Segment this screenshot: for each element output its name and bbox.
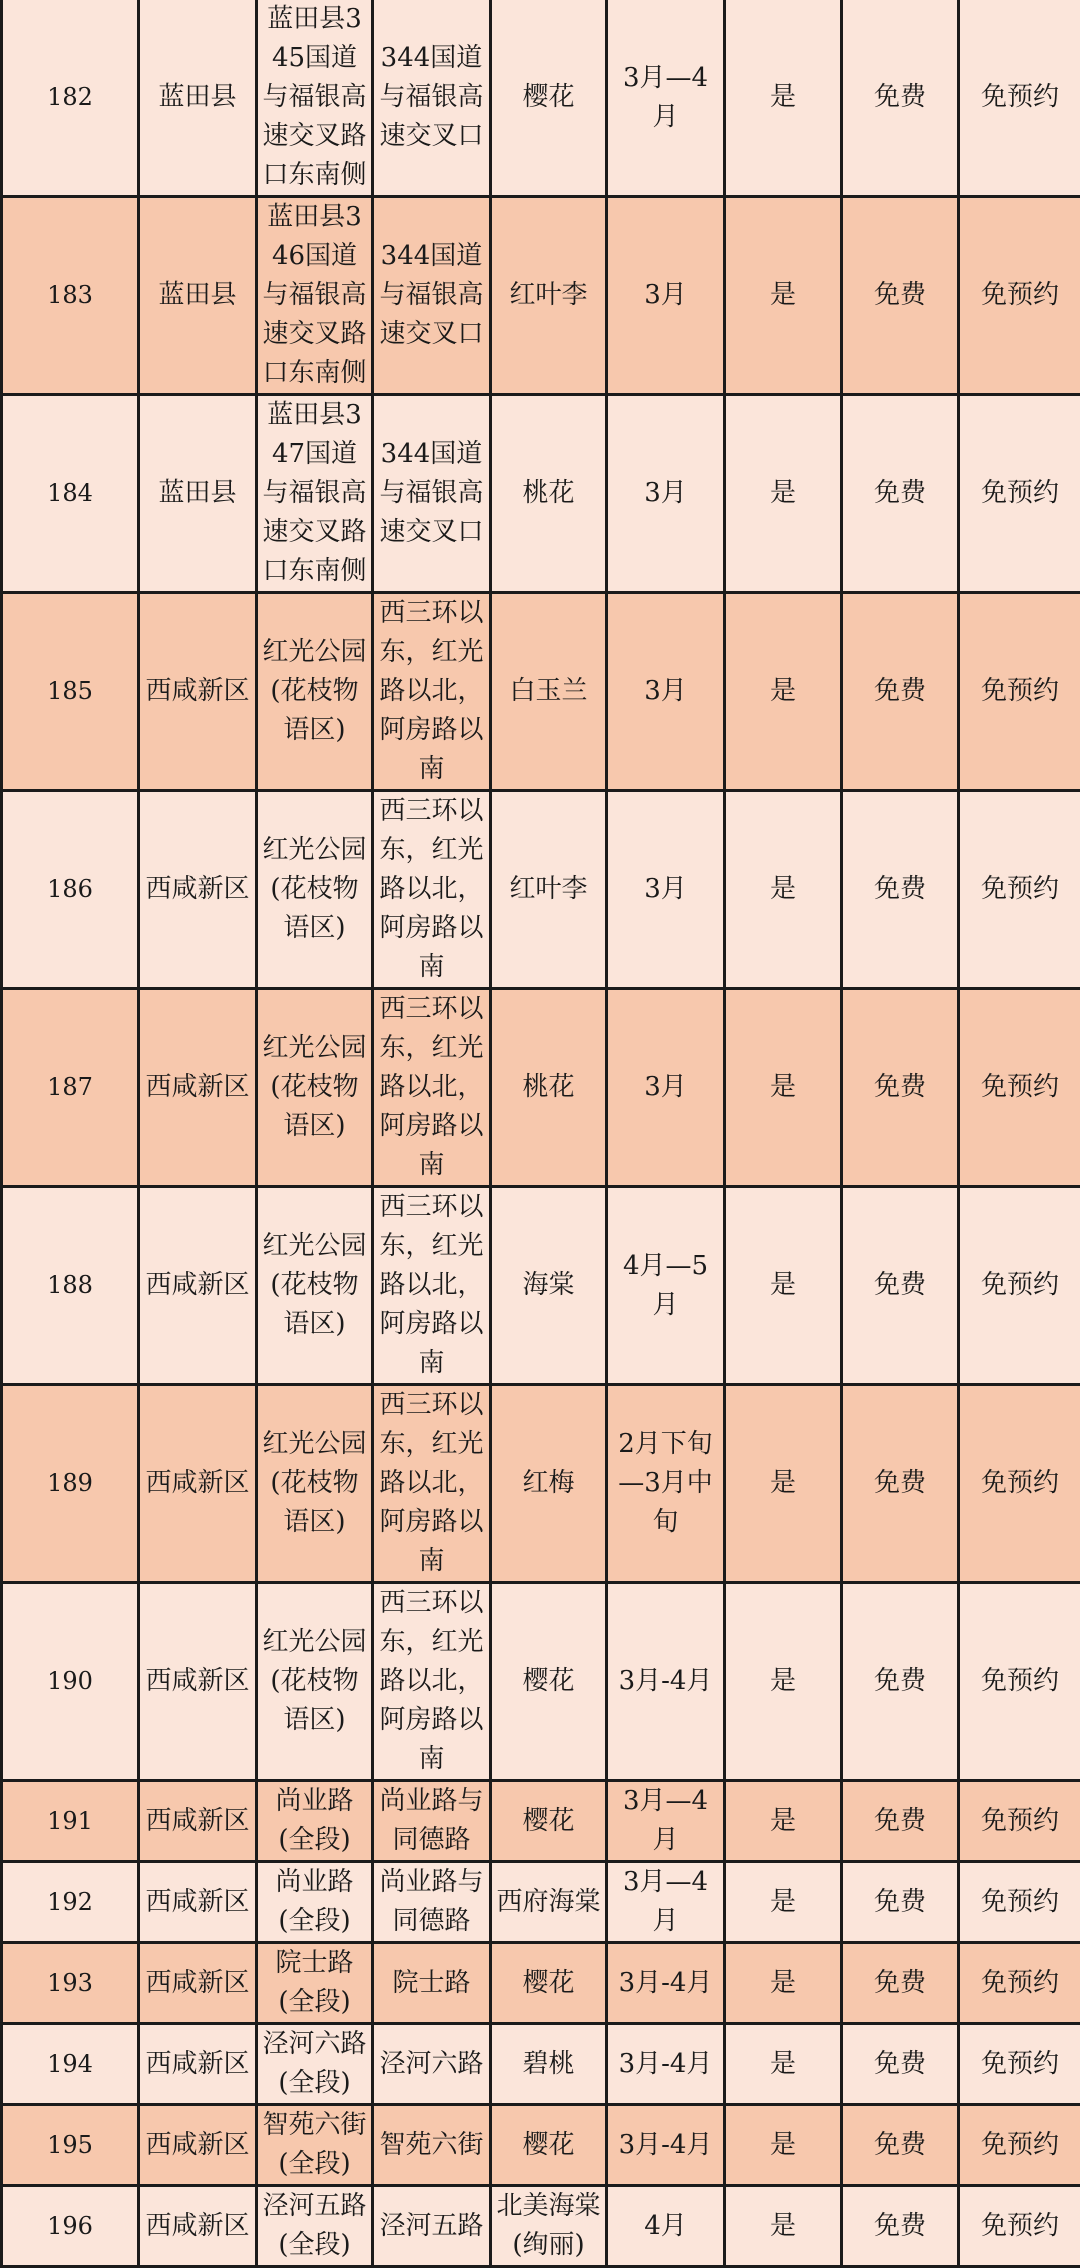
open-cell: 是 [725, 2105, 842, 2186]
site-cell: 尚业路(全段) [257, 1781, 373, 1862]
site-cell: 红光公园(花枝物语区) [257, 593, 373, 791]
flower-cell: 樱花 [491, 1943, 607, 2024]
row-number: 193 [2, 1943, 139, 2024]
open-cell: 是 [725, 0, 842, 197]
table-row [2, 197, 1080, 395]
open-cell: 是 [725, 1781, 842, 1862]
open-cell: 是 [725, 1187, 842, 1385]
table-row [2, 1943, 1080, 2024]
fee-cell: 免费 [842, 2186, 959, 2267]
row-number: 184 [2, 395, 139, 593]
location-cell: 344国道与福银高速交叉口 [373, 0, 491, 197]
row-number: 189 [2, 1385, 139, 1583]
period-cell: 4月—5月 [607, 1187, 725, 1385]
location-cell: 泾河六路 [373, 2024, 491, 2105]
reservation-cell: 免预约 [959, 1943, 1080, 2024]
reservation-cell: 免预约 [959, 0, 1080, 197]
flower-cell: 红梅 [491, 1385, 607, 1583]
row-number: 194 [2, 2024, 139, 2105]
site-cell: 蓝田县346国道与福银高速交叉路口东南侧 [257, 197, 373, 395]
fee-cell: 免费 [842, 1187, 959, 1385]
table-row [2, 395, 1080, 593]
location-cell: 西三环以东，红光路以北，阿房路以南 [373, 989, 491, 1187]
reservation-cell: 免预约 [959, 1781, 1080, 1862]
row-number: 183 [2, 197, 139, 395]
row-number: 186 [2, 791, 139, 989]
table-row [2, 1187, 1080, 1385]
reservation-cell: 免预约 [959, 989, 1080, 1187]
period-cell: 3月-4月 [607, 1943, 725, 2024]
fee-cell: 免费 [842, 593, 959, 791]
flower-cell: 桃花 [491, 989, 607, 1187]
open-cell: 是 [725, 1583, 842, 1781]
fee-cell: 免费 [842, 395, 959, 593]
district-cell: 西咸新区 [139, 1862, 257, 1943]
open-cell: 是 [725, 989, 842, 1187]
open-cell: 是 [725, 395, 842, 593]
site-cell: 红光公园(花枝物语区) [257, 1385, 373, 1583]
site-cell: 红光公园(花枝物语区) [257, 1187, 373, 1385]
site-cell: 院士路(全段) [257, 1943, 373, 2024]
table-row [2, 0, 1080, 197]
fee-cell: 免费 [842, 989, 959, 1187]
location-cell: 院士路 [373, 1943, 491, 2024]
row-number: 192 [2, 1862, 139, 1943]
fee-cell: 免费 [842, 791, 959, 989]
location-cell: 西三环以东，红光路以北，阿房路以南 [373, 1385, 491, 1583]
period-cell: 3月 [607, 989, 725, 1187]
site-cell: 泾河五路(全段) [257, 2186, 373, 2267]
flower-cell: 碧桃 [491, 2024, 607, 2105]
flower-cell: 白玉兰 [491, 593, 607, 791]
table-row [2, 1583, 1080, 1781]
fee-cell: 免费 [842, 2105, 959, 2186]
flower-cell: 红叶李 [491, 197, 607, 395]
period-cell: 3月-4月 [607, 2024, 725, 2105]
table-row [2, 2186, 1080, 2267]
site-cell: 泾河六路(全段) [257, 2024, 373, 2105]
location-cell: 智苑六街 [373, 2105, 491, 2186]
period-cell: 3月 [607, 197, 725, 395]
district-cell: 西咸新区 [139, 989, 257, 1187]
period-cell: 3月 [607, 791, 725, 989]
flower-cell: 海棠 [491, 1187, 607, 1385]
district-cell: 西咸新区 [139, 1187, 257, 1385]
reservation-cell: 免预约 [959, 1583, 1080, 1781]
row-number: 196 [2, 2186, 139, 2267]
row-number: 185 [2, 593, 139, 791]
fee-cell: 免费 [842, 0, 959, 197]
district-cell: 西咸新区 [139, 2024, 257, 2105]
district-cell: 蓝田县 [139, 395, 257, 593]
open-cell: 是 [725, 1385, 842, 1583]
open-cell: 是 [725, 197, 842, 395]
district-cell: 西咸新区 [139, 791, 257, 989]
site-cell: 智苑六街(全段) [257, 2105, 373, 2186]
reservation-cell: 免预约 [959, 2105, 1080, 2186]
location-cell: 尚业路与同德路 [373, 1862, 491, 1943]
district-cell: 西咸新区 [139, 1781, 257, 1862]
flower-cell: 红叶李 [491, 791, 607, 989]
fee-cell: 免费 [842, 1943, 959, 2024]
site-cell: 红光公园(花枝物语区) [257, 1583, 373, 1781]
period-cell: 2月下旬—3月中旬 [607, 1385, 725, 1583]
district-cell: 蓝田县 [139, 0, 257, 197]
reservation-cell: 免预约 [959, 1862, 1080, 1943]
table-row [2, 1385, 1080, 1583]
site-cell: 红光公园(花枝物语区) [257, 989, 373, 1187]
table-row [2, 791, 1080, 989]
location-cell: 344国道与福银高速交叉口 [373, 395, 491, 593]
open-cell: 是 [725, 1862, 842, 1943]
period-cell: 3月-4月 [607, 2105, 725, 2186]
district-cell: 西咸新区 [139, 2186, 257, 2267]
reservation-cell: 免预约 [959, 791, 1080, 989]
reservation-cell: 免预约 [959, 1187, 1080, 1385]
district-cell: 西咸新区 [139, 1385, 257, 1583]
flower-cell: 樱花 [491, 0, 607, 197]
reservation-cell: 免预约 [959, 593, 1080, 791]
site-cell: 尚业路(全段) [257, 1862, 373, 1943]
site-cell: 蓝田县347国道与福银高速交叉路口东南侧 [257, 395, 373, 593]
location-cell: 西三环以东，红光路以北，阿房路以南 [373, 1187, 491, 1385]
row-number: 182 [2, 0, 139, 197]
row-number: 188 [2, 1187, 139, 1385]
district-cell: 蓝田县 [139, 197, 257, 395]
row-number: 187 [2, 989, 139, 1187]
table-row [2, 2105, 1080, 2186]
fee-cell: 免费 [842, 1385, 959, 1583]
open-cell: 是 [725, 791, 842, 989]
table-row [2, 1781, 1080, 1862]
period-cell: 4月 [607, 2186, 725, 2267]
period-cell: 3月—4月 [607, 1781, 725, 1862]
table-row [2, 593, 1080, 791]
row-number: 190 [2, 1583, 139, 1781]
table-body [2, 0, 1080, 2267]
site-cell: 红光公园(花枝物语区) [257, 791, 373, 989]
location-cell: 西三环以东，红光路以北，阿房路以南 [373, 791, 491, 989]
table-row [2, 1862, 1080, 1943]
period-cell: 3月-4月 [607, 1583, 725, 1781]
row-number: 195 [2, 2105, 139, 2186]
district-cell: 西咸新区 [139, 1943, 257, 2024]
fee-cell: 免费 [842, 1862, 959, 1943]
table-row [2, 2024, 1080, 2105]
table-row [2, 989, 1080, 1187]
open-cell: 是 [725, 593, 842, 791]
reservation-cell: 免预约 [959, 2024, 1080, 2105]
reservation-cell: 免预约 [959, 1385, 1080, 1583]
fee-cell: 免费 [842, 197, 959, 395]
period-cell: 3月 [607, 395, 725, 593]
period-cell: 3月—4月 [607, 1862, 725, 1943]
period-cell: 3月—4月 [607, 0, 725, 197]
row-number: 191 [2, 1781, 139, 1862]
flower-cell: 樱花 [491, 2105, 607, 2186]
open-cell: 是 [725, 1943, 842, 2024]
fee-cell: 免费 [842, 1583, 959, 1781]
district-cell: 西咸新区 [139, 2105, 257, 2186]
district-cell: 西咸新区 [139, 1583, 257, 1781]
location-cell: 西三环以东，红光路以北，阿房路以南 [373, 593, 491, 791]
fee-cell: 免费 [842, 1781, 959, 1862]
reservation-cell: 免预约 [959, 2186, 1080, 2267]
flower-cell: 樱花 [491, 1583, 607, 1781]
fee-cell: 免费 [842, 2024, 959, 2105]
reservation-cell: 免预约 [959, 197, 1080, 395]
flower-cell: 西府海棠 [491, 1862, 607, 1943]
open-cell: 是 [725, 2186, 842, 2267]
location-cell: 泾河五路 [373, 2186, 491, 2267]
reservation-cell: 免预约 [959, 395, 1080, 593]
flower-cell: 北美海棠(绚丽) [491, 2186, 607, 2267]
location-cell: 尚业路与同德路 [373, 1781, 491, 1862]
period-cell: 3月 [607, 593, 725, 791]
location-cell: 344国道与福银高速交叉口 [373, 197, 491, 395]
flower-cell: 桃花 [491, 395, 607, 593]
open-cell: 是 [725, 2024, 842, 2105]
district-cell: 西咸新区 [139, 593, 257, 791]
flower-cell: 樱花 [491, 1781, 607, 1862]
location-cell: 西三环以东，红光路以北，阿房路以南 [373, 1583, 491, 1781]
site-cell: 蓝田县345国道与福银高速交叉路口东南侧 [257, 0, 373, 197]
